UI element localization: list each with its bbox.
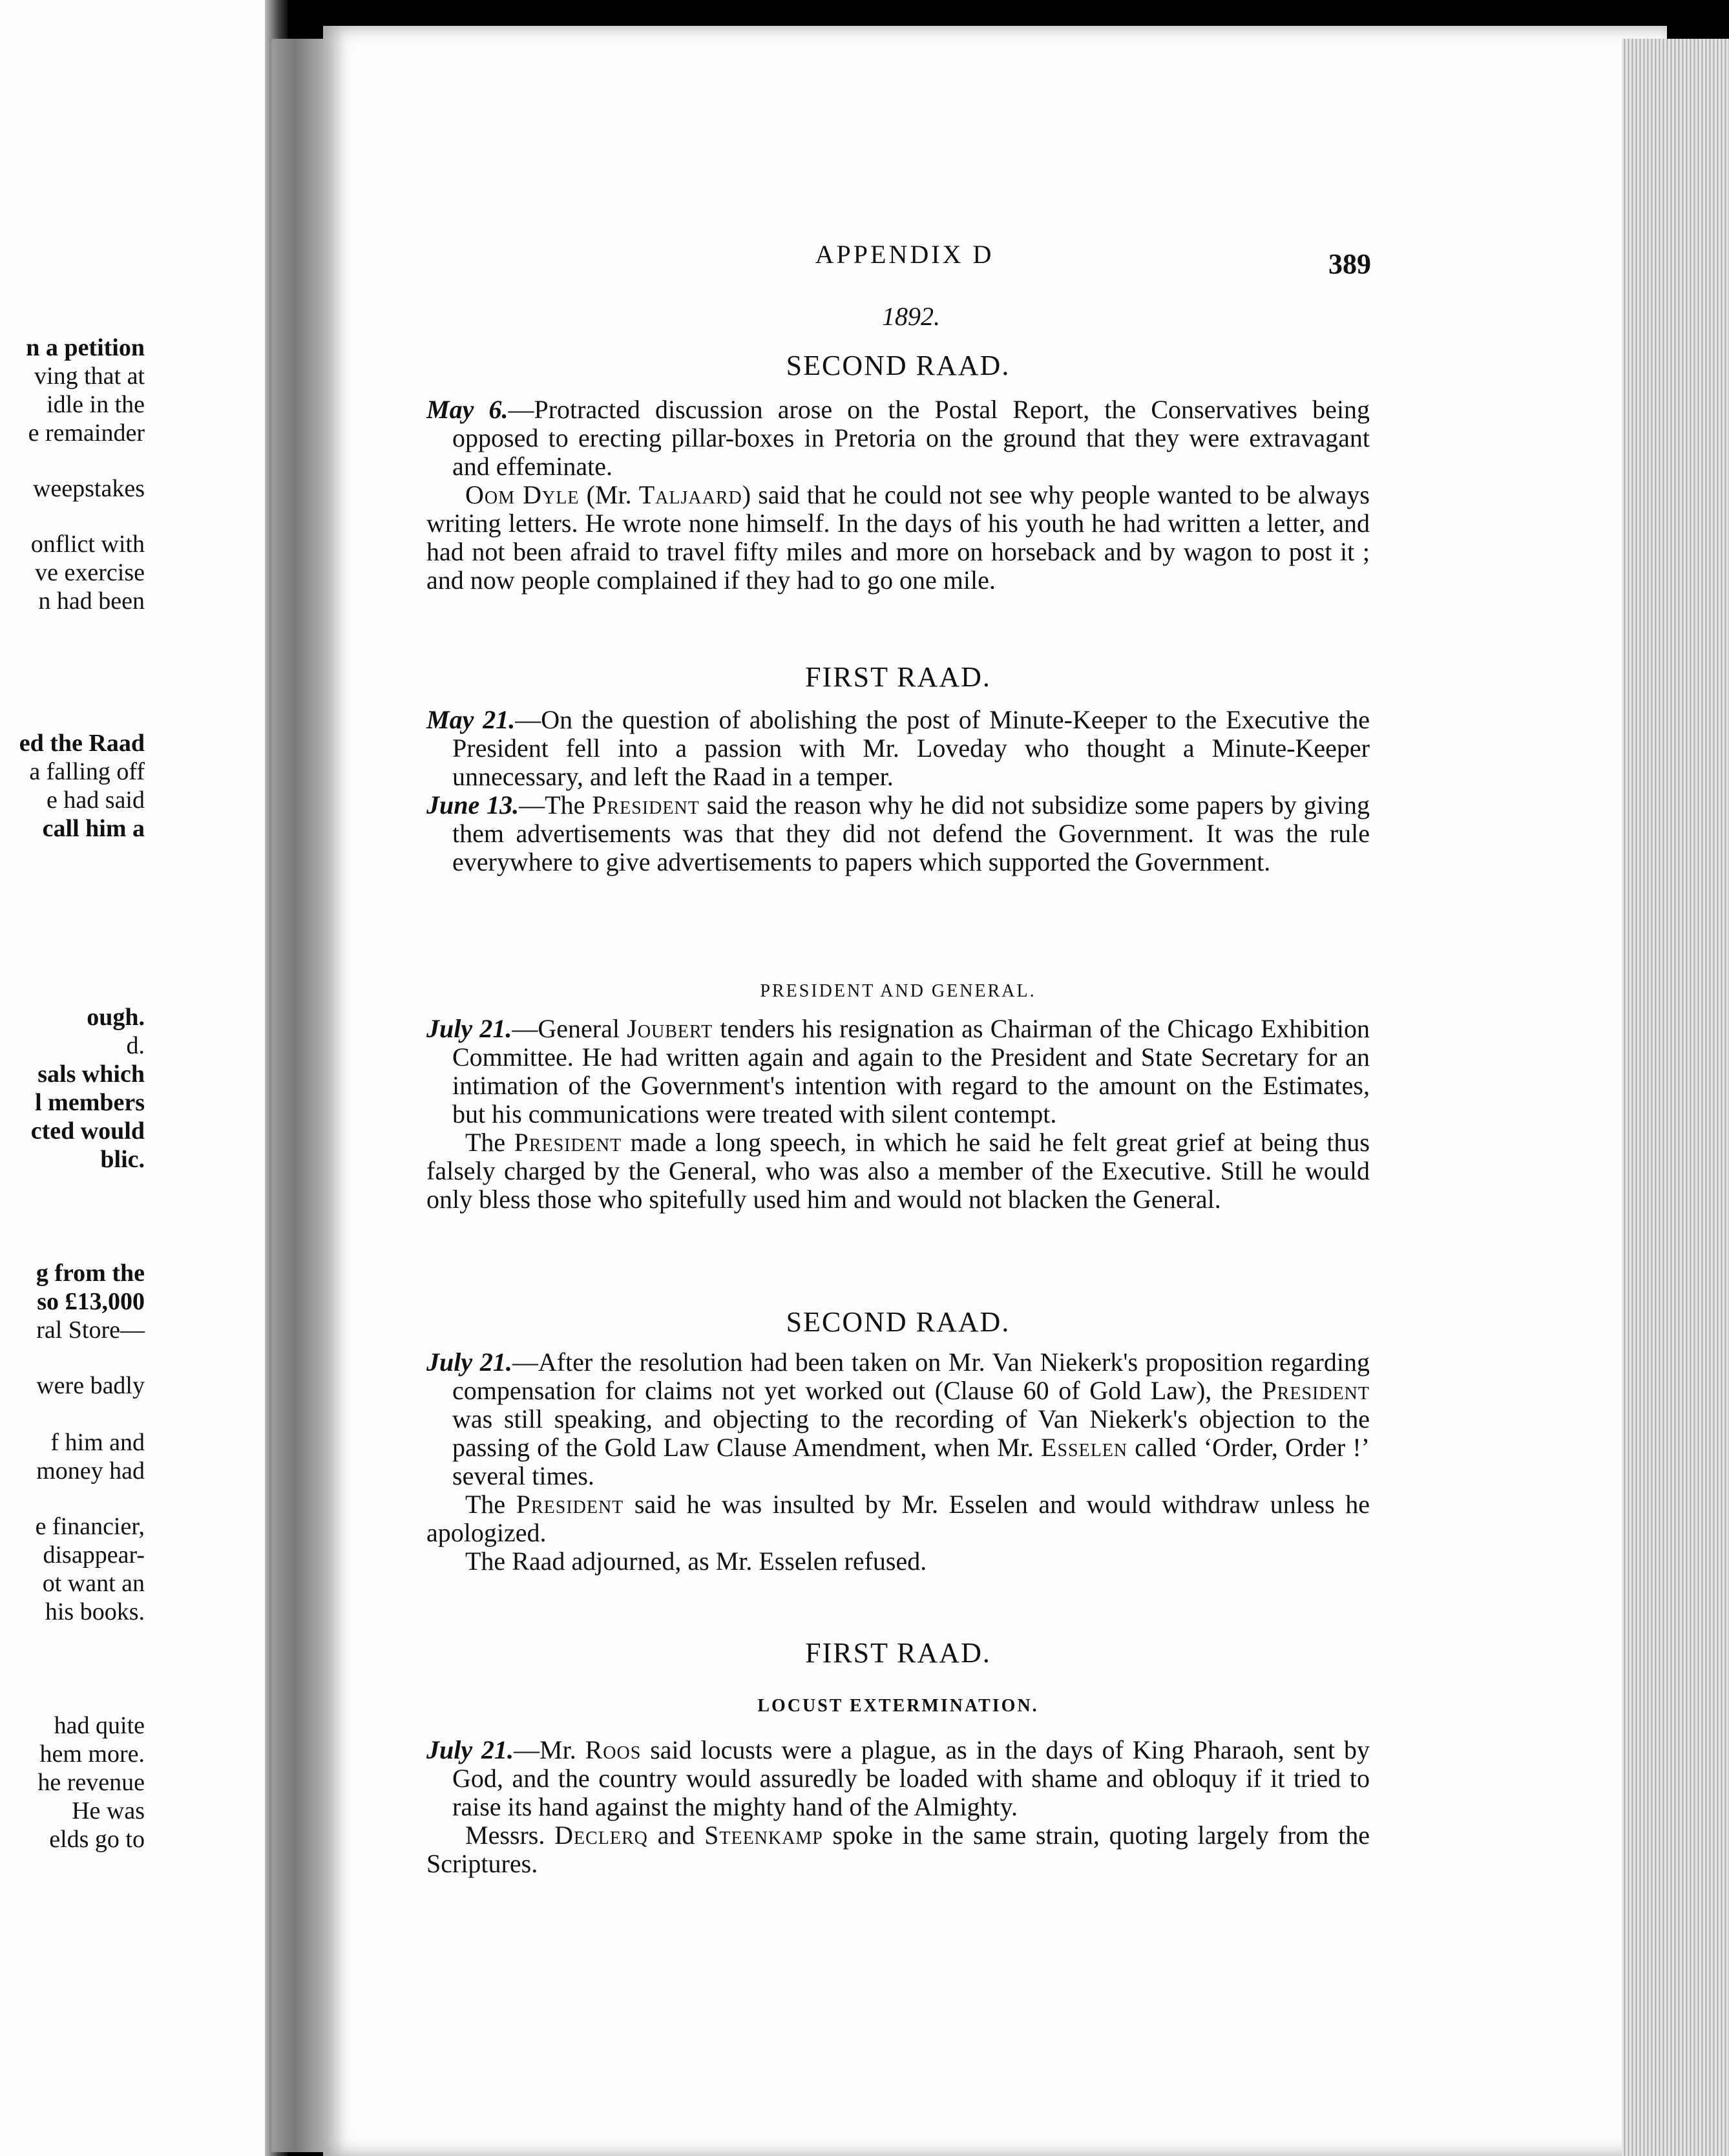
left-page-fragment: a falling off	[29, 758, 145, 785]
entry-date: July 21.	[426, 1735, 514, 1764]
left-page-fragment: n a petition	[26, 334, 145, 361]
entry-date: June 13.	[426, 790, 519, 819]
paragraph	[426, 1736, 1370, 1821]
left-page-fragment: cted would	[30, 1117, 145, 1145]
speaker-name: Declerq	[554, 1821, 648, 1850]
entry-may-21	[426, 706, 1370, 876]
entry-text: The	[465, 1128, 514, 1157]
page-number: 389	[1328, 248, 1371, 280]
entry-text: said locusts were a plague, as in the days of King Pharaoh, sent by God, and the country would assuredly be loaded with shame and obloquy if it tried to raise its hand against the mighty hand of the Almighty.	[452, 1735, 1370, 1821]
left-page-fragment: had quite	[54, 1712, 145, 1739]
left-page-fragment: his books.	[45, 1598, 145, 1625]
entry-july-21-second-raad	[426, 1348, 1370, 1576]
entry-text: Messrs.	[465, 1821, 555, 1850]
book-spine	[271, 39, 330, 2152]
entry-text: —After the resolution had been taken on Mr. Van Niekerk's proposition regarding compensation for claims not yet worked out (Clause 60 of Gold Law), the	[452, 1348, 1370, 1405]
paragraph	[426, 1015, 1370, 1128]
entry-text: said he was insulted by Mr. Esselen and would withdraw unless he apologized.	[426, 1490, 1370, 1547]
left-facing-page	[0, 0, 265, 2156]
entry-july-21-locusts	[426, 1736, 1370, 1878]
paragraph	[426, 1547, 1370, 1576]
entry-date: May 21.	[426, 705, 516, 734]
running-head: APPENDIX D	[815, 240, 994, 269]
speaker-name: President	[592, 790, 700, 819]
section-heading-second-raad-2: SECOND RAAD.	[786, 1306, 1011, 1338]
entry-text: —General	[512, 1014, 627, 1043]
left-page-fragment: ot want an	[42, 1570, 145, 1597]
speaker-name: Taljaard	[638, 480, 742, 509]
speaker-name: President	[514, 1128, 622, 1157]
paragraph	[426, 1821, 1370, 1878]
left-page-fragment: ve exercise	[35, 559, 145, 586]
entry-text: The	[465, 1490, 516, 1519]
entry-text: —Protracted discussion arose on the Postal Report, the Conservatives being opposed to erecting pillar-boxes in Pretoria on the ground that they were extravagant and effeminate.	[452, 395, 1370, 481]
entry-text: (Mr.	[579, 480, 639, 509]
left-page-fragment: were badly	[36, 1372, 145, 1399]
left-page-fragment: ral Store—	[36, 1316, 145, 1344]
entry-date: July 21.	[426, 1348, 512, 1377]
left-page-fragment: he revenue	[37, 1769, 145, 1796]
left-page-fragment: ough.	[87, 1004, 145, 1031]
left-page-fragment: so £13,000	[37, 1288, 145, 1315]
section-heading-president-and-general: PRESIDENT AND GENERAL.	[760, 981, 1036, 1001]
left-page-fragment: idle in the	[47, 391, 145, 418]
entry-text: spoke in the same strain, quoting largely from the Scriptures.	[426, 1821, 1370, 1878]
entry-text: The Raad adjourned, as Mr. Esselen refused.	[465, 1547, 927, 1576]
entry-date: May 6.	[426, 395, 508, 424]
left-page-fragment: weepstakes	[32, 475, 145, 502]
entry-text: —On the question of abolishing the post of Minute-Keeper to the Executive the President fell into a passion with Mr. Loveday who thought a Minute-Keeper unnecessary, and left the Raad in a temper.	[452, 705, 1370, 791]
speaker-name: Steenkamp	[704, 1821, 823, 1850]
speaker-name: President	[1262, 1376, 1370, 1405]
page-edges	[1622, 39, 1729, 2156]
paragraph	[426, 706, 1370, 791]
speaker-name: Oom Dyle	[465, 480, 580, 509]
entry-text: tenders his resignation as Chairman of the Chicago Exhibition Committee. He had written again and again to the President and State Secretary for an intimation of the Government's intention with regard to the amount on the Estimates, but his communications were treated with silent contempt.	[452, 1014, 1370, 1128]
left-page-fragment: e financier,	[35, 1513, 145, 1540]
left-page-fragment: f him and	[50, 1429, 145, 1456]
entry-text: was still speaking, and objecting to the recording of Van Niekerk's objection to the passing of the Gold Law Clause Amendment, when Mr.	[452, 1404, 1370, 1462]
left-page-fragment: e remainder	[28, 419, 145, 447]
paragraph	[426, 1128, 1370, 1214]
left-page-fragment: hem more.	[39, 1740, 145, 1768]
speaker-name: Roos	[585, 1735, 642, 1764]
speaker-name: Joubert	[627, 1014, 713, 1043]
left-page-fragment: g from the	[36, 1260, 145, 1287]
subheading-locust-extermination: LOCUST EXTERMINATION.	[757, 1696, 1039, 1716]
paragraph	[426, 1348, 1370, 1490]
left-page-fragment: elds go to	[49, 1826, 145, 1853]
year-heading: 1892.	[882, 302, 940, 331]
entry-text: —The	[519, 790, 592, 819]
section-heading-second-raad-1: SECOND RAAD.	[786, 350, 1011, 381]
left-page-fragment: call him a	[42, 815, 145, 842]
entry-text: ) said that he could not see why people wanted to be always writing letters. He wrote none himself. In the days of his youth he had written a letter, and had not been afraid to travel fifty miles and more on horseback and by wagon to post it ; and now people complained if they had to go one mile.	[426, 480, 1370, 595]
entry-text: and	[647, 1821, 705, 1850]
paragraph	[426, 791, 1370, 876]
entry-text: made a long speech, in which he said he felt great grief at being thus falsely charged by the General, who was also a member of the Executive. Still he would only bless those who spitefully used him and would not blacken the General.	[426, 1128, 1370, 1214]
entry-date: July 21.	[426, 1014, 512, 1043]
entry-text: said the reason why he did not subsidize some papers by giving them advertisements was that they did not defend the Government. It was the rule everywhere to give advertisements to papers which supported the Government.	[452, 790, 1370, 876]
paragraph	[426, 1490, 1370, 1547]
left-page-fragment: n had been	[38, 587, 145, 615]
left-page-fragment: sals which	[37, 1061, 145, 1088]
left-page-fragment: l members	[35, 1089, 145, 1116]
section-heading-first-raad-2: FIRST RAAD.	[805, 1637, 991, 1669]
left-page-fragment: e had said	[47, 787, 145, 814]
section-heading-first-raad-1: FIRST RAAD.	[805, 661, 991, 693]
entry-text: called ‘Order, Order !’ several times.	[452, 1433, 1370, 1490]
left-page-fragment: blic.	[100, 1146, 145, 1173]
left-page-fragment: money had	[36, 1457, 145, 1485]
speaker-name: President	[516, 1490, 624, 1519]
left-page-fragment: onflict with	[30, 531, 145, 558]
left-page-fragment: d.	[126, 1032, 145, 1059]
left-page-fragment: He was	[72, 1797, 145, 1824]
paragraph	[426, 396, 1370, 481]
entry-july-21-general	[426, 1015, 1370, 1214]
speaker-name: Esselen	[1041, 1433, 1128, 1462]
paragraph	[426, 481, 1370, 595]
entry-may-6	[426, 396, 1370, 595]
entry-text: —Mr.	[514, 1735, 585, 1764]
left-page-fragment: ed the Raad	[19, 730, 145, 757]
left-page-fragment: disappear-	[43, 1541, 145, 1569]
left-page-fragment: ving that at	[34, 363, 145, 390]
